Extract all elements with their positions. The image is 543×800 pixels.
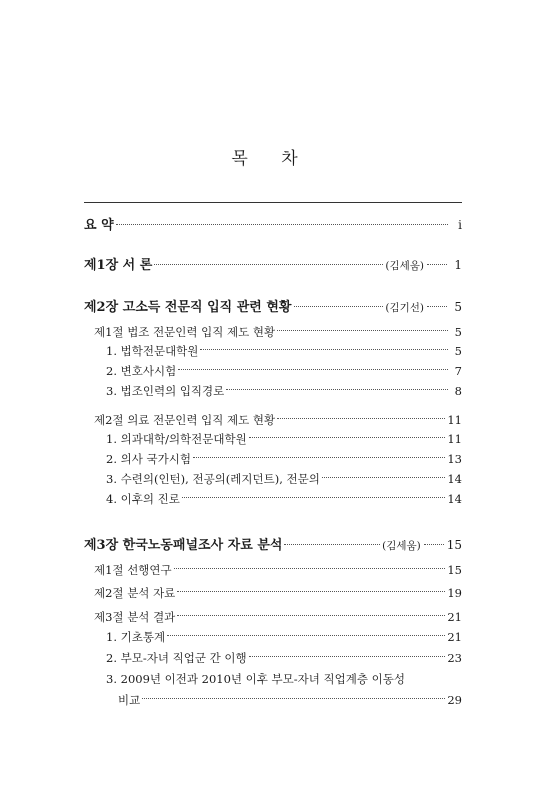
dot-leader <box>167 634 445 636</box>
toc-entry-label: 제3절 분석 결과 <box>94 610 176 624</box>
dot-leader <box>249 655 446 657</box>
toc-entry[interactable] <box>84 364 462 378</box>
toc-entry[interactable] <box>84 672 462 686</box>
toc-entry-label: 요 약 <box>84 218 114 233</box>
toc-entry-page: 23 <box>447 651 462 665</box>
dot-leader <box>226 388 448 390</box>
toc-entry-page: 14 <box>447 472 462 486</box>
toc-entry-page: 15 <box>446 538 462 552</box>
toc-entry[interactable] <box>84 432 462 446</box>
toc-entry[interactable] <box>84 384 462 398</box>
toc-entry-page: 11 <box>447 413 462 427</box>
dot-leader <box>177 590 445 592</box>
toc-entry[interactable] <box>84 693 462 707</box>
dot-leader <box>277 329 448 331</box>
toc-entry[interactable] <box>84 452 462 466</box>
dot-leader <box>294 305 384 307</box>
toc-entry-label: 제2절 분석 자료 <box>94 586 176 600</box>
dot-leader <box>182 496 446 498</box>
toc-entry-page: 8 <box>454 384 462 398</box>
toc-entry[interactable] <box>84 258 462 273</box>
dot-leader <box>200 348 448 350</box>
toc-entry[interactable] <box>84 344 462 358</box>
toc-entry-label: 2. 변호사시험 <box>106 364 177 378</box>
toc-entry-page: 14 <box>447 492 462 506</box>
dot-leader <box>427 305 447 307</box>
toc-entry-page: i <box>458 218 462 232</box>
toc-entry-label: 4. 이후의 진로 <box>106 492 180 506</box>
toc-entry-label: 제1절 법조 전문인력 입직 제도 현황 <box>94 325 276 339</box>
toc-entry-author: (김기선) <box>385 302 424 314</box>
toc-entry-page: 5 <box>454 325 462 339</box>
toc-entry-label: 2. 의사 국가시험 <box>106 452 191 466</box>
toc-entry[interactable] <box>84 630 462 644</box>
toc-entry-label: 3. 수련의(인턴), 전공의(레지던트), 전문의 <box>106 472 320 486</box>
toc-entry-label: 제2절 의료 전문인력 입직 제도 현황 <box>94 413 276 427</box>
toc-entry-page: 5 <box>454 300 462 314</box>
toc-entry-label: 비교 <box>118 693 141 707</box>
toc-entry-author: (김세움) <box>385 260 424 272</box>
toc-entry-label: 3. 2009년 이전과 2010년 이후 부모-자녀 직업계층 이동성 <box>106 672 405 686</box>
toc-entry-page: 5 <box>454 344 462 358</box>
toc-entry-label: 1. 기초통계 <box>106 630 166 644</box>
dot-leader <box>174 567 446 569</box>
toc-entry-author: (김세움) <box>382 540 421 552</box>
dot-leader <box>427 263 447 265</box>
toc-entry-page: 7 <box>454 364 462 378</box>
toc-entry-label: 2. 부모-자녀 직업군 간 이행 <box>106 651 247 665</box>
dot-leader <box>177 614 445 616</box>
toc-entry-page: 21 <box>447 610 462 624</box>
page-title: 목 차 <box>231 149 312 169</box>
toc-entry[interactable] <box>84 492 462 506</box>
toc-entry-label: 1. 법학전문대학원 <box>106 344 199 358</box>
dot-leader <box>284 543 380 545</box>
toc-entry[interactable] <box>84 610 462 624</box>
dot-leader <box>116 223 448 225</box>
toc-entry-label: 제3장 한국노동패널조사 자료 분석 <box>84 538 283 553</box>
toc-entry[interactable] <box>84 325 462 339</box>
toc-entry[interactable] <box>84 472 462 486</box>
toc-entry-page: 13 <box>447 452 462 466</box>
toc-entry[interactable] <box>84 413 462 427</box>
toc-entry-page: 11 <box>447 432 462 446</box>
toc-entry-label: 제1절 선행연구 <box>94 563 172 577</box>
toc-entry-page: 19 <box>447 586 462 600</box>
toc-entry[interactable] <box>84 563 462 577</box>
toc-entry-page: 29 <box>447 693 462 707</box>
toc-entry-label: 제1장 서 론 <box>84 258 153 273</box>
toc-entry-page: 1 <box>454 258 462 272</box>
dot-leader <box>154 263 383 265</box>
dot-leader <box>142 697 445 699</box>
title-divider <box>84 202 462 203</box>
toc-entry[interactable] <box>84 218 462 233</box>
toc-entry[interactable] <box>84 651 462 665</box>
toc-entry-label: 1. 의과대학/의학전문대학원 <box>106 432 247 446</box>
toc-entry[interactable] <box>84 538 462 553</box>
toc-entry-label: 제2장 고소득 전문직 입직 관련 현황 <box>84 300 292 315</box>
toc-entry-label: 3. 법조인력의 입직경로 <box>106 384 225 398</box>
dot-leader <box>178 368 448 370</box>
toc-entry-page: 21 <box>447 630 462 644</box>
dot-leader <box>424 543 444 545</box>
dot-leader <box>277 417 445 419</box>
dot-leader <box>193 456 445 458</box>
dot-leader <box>249 436 446 438</box>
toc-entry[interactable] <box>84 300 462 315</box>
dot-leader <box>322 476 446 478</box>
toc-entry[interactable] <box>84 586 462 600</box>
toc-entry-page: 15 <box>447 563 462 577</box>
